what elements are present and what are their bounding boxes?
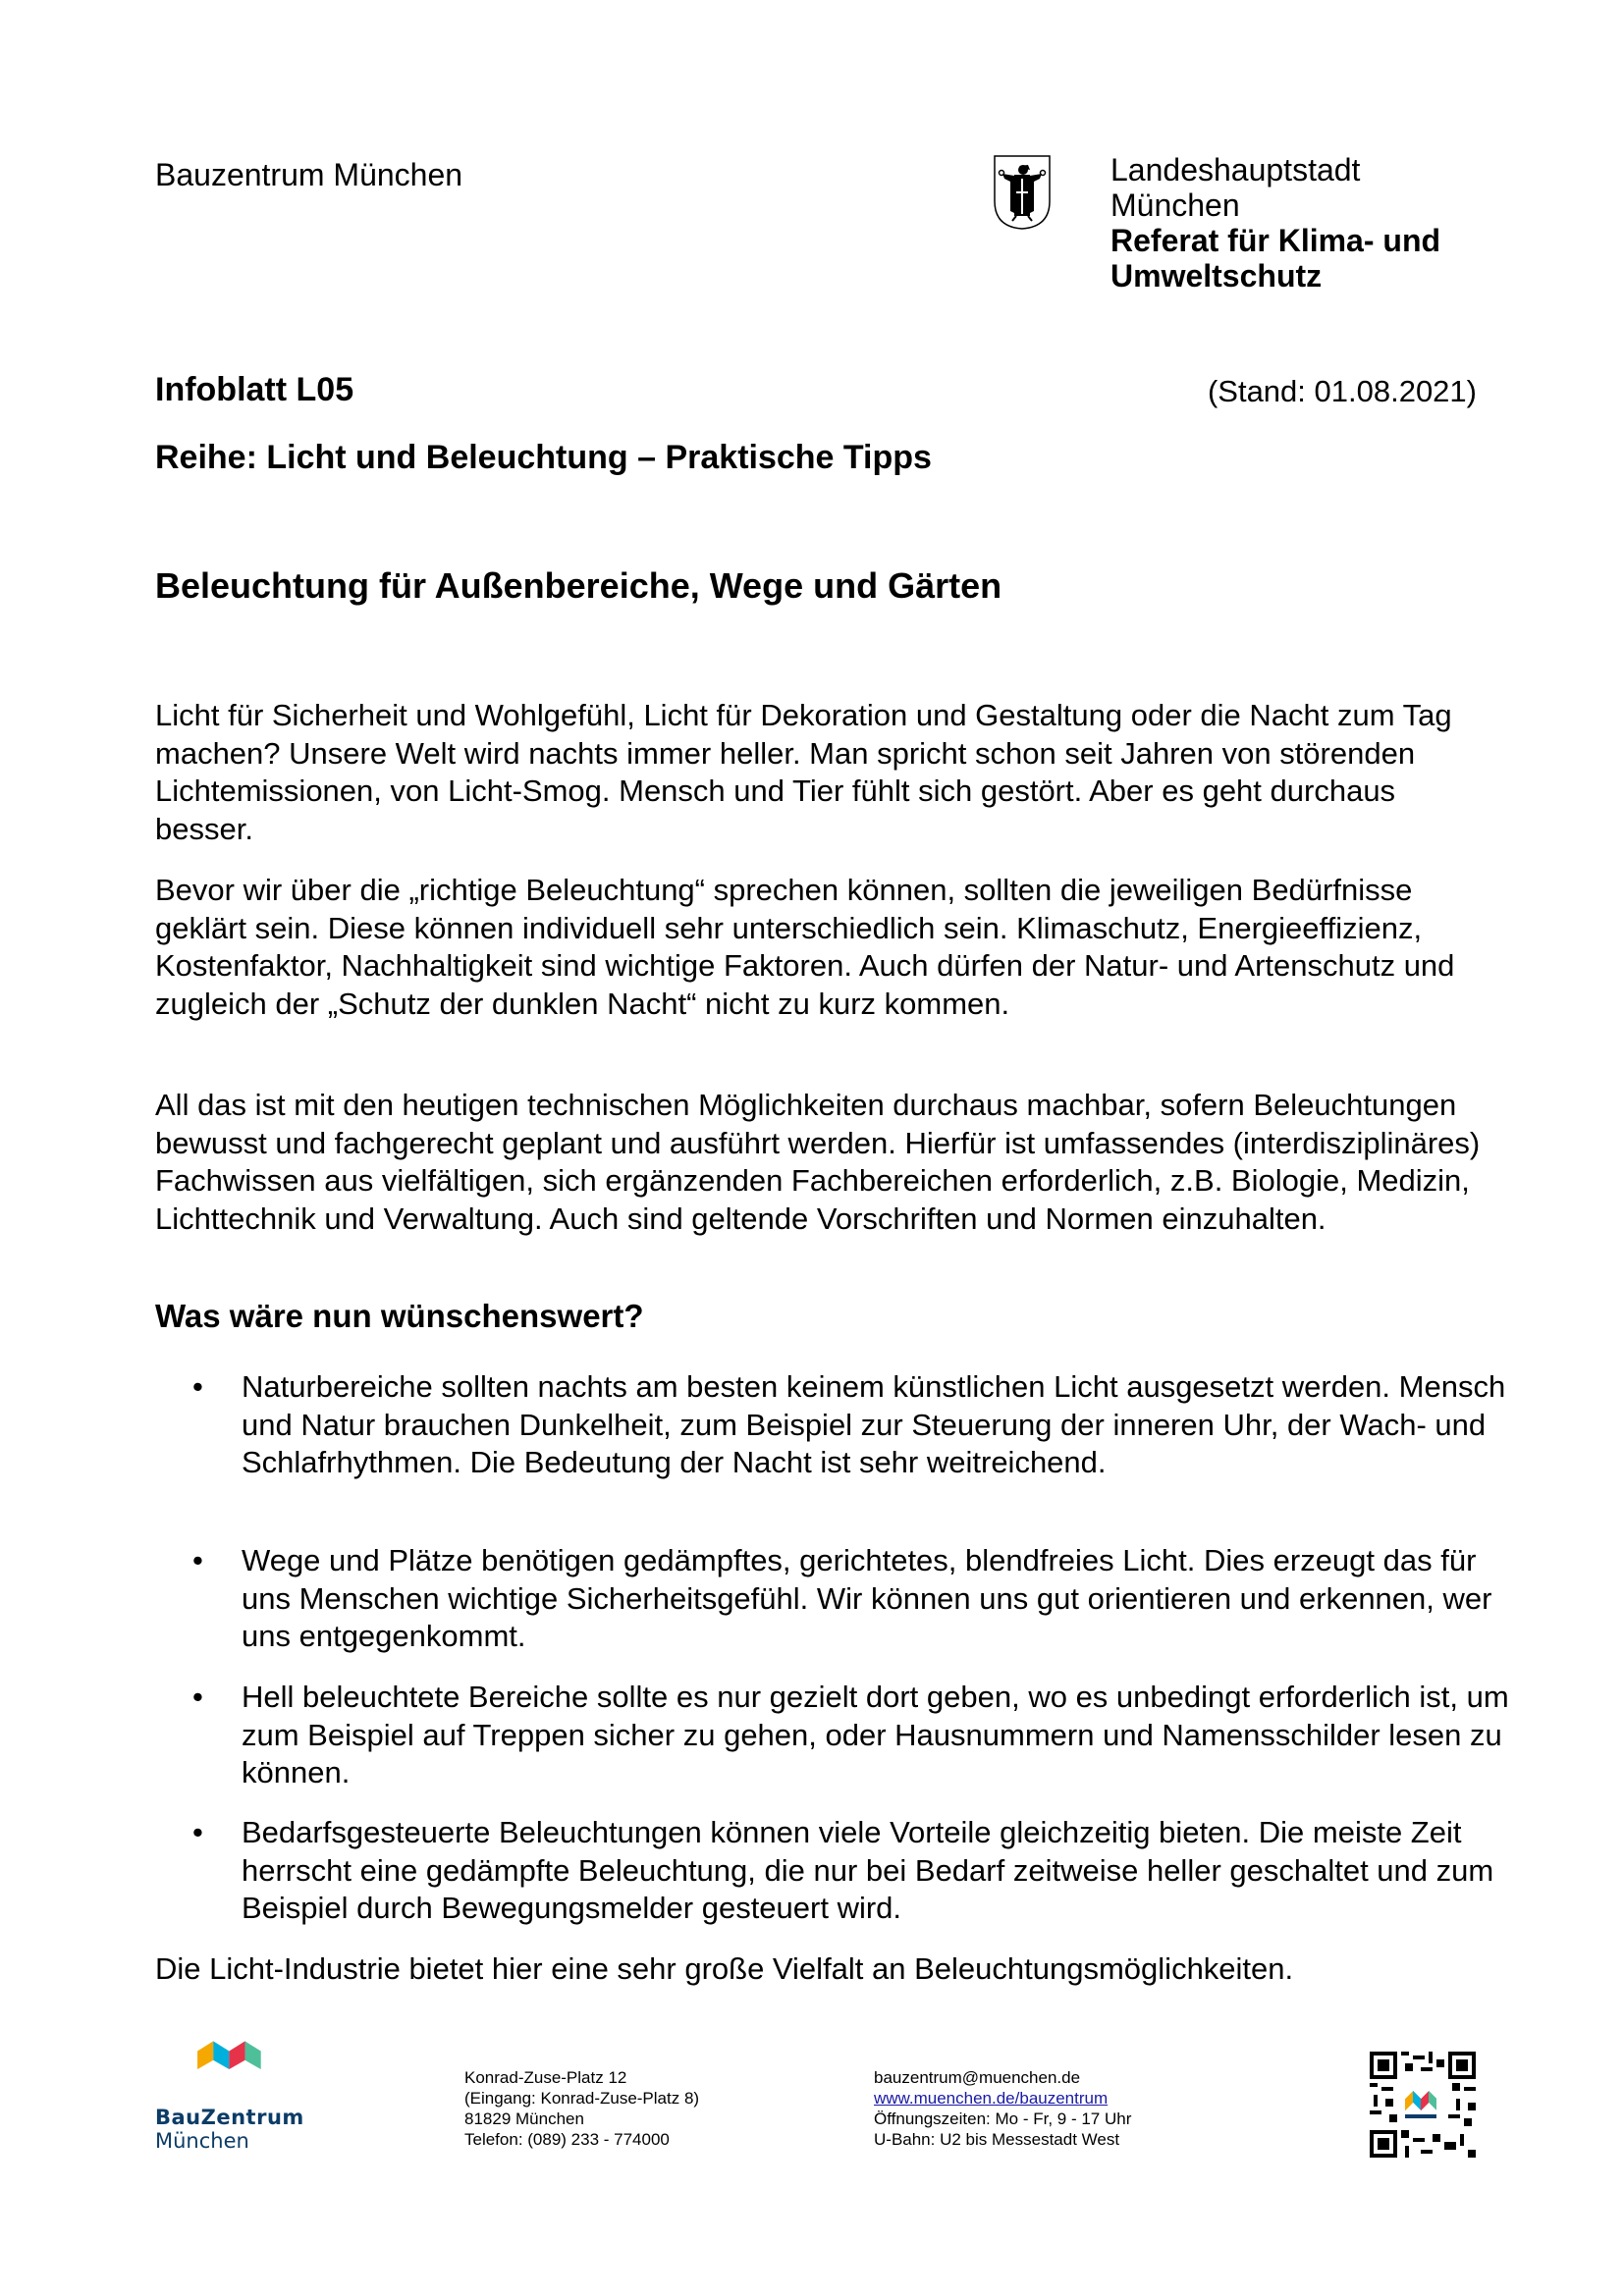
logo-line-2: München <box>155 2129 249 2153</box>
address-phone: Telefon: (089) 233 - 774000 <box>464 2130 670 2149</box>
footer-address <box>464 2067 699 2150</box>
closing-paragraph: Die Licht-Industrie bietet hier eine sehr große Vielfalt an Beleuchtungsmöglichkeiten. <box>155 1951 1294 1986</box>
subheading: Was wäre nun wünschenswert? <box>155 1298 644 1334</box>
org-right-line-4: Umweltschutz <box>1110 258 1323 294</box>
series-title: Reihe: Licht und Beleuchtung – Praktische Tipps <box>155 439 932 476</box>
contact-email[interactable]: bauzentrum@muenchen.de <box>874 2068 1081 2087</box>
paragraph-3: All das ist mit den heutigen technischen Möglichkeiten durchaus machbar, sofern Beleuchtungen bewusst und fachgerecht geplant und ausführt werden. Hierfür ist umfassendes (interdisziplinäres) Fachwissen aus vielfältigen, sich ergänzenden Fachbereichen erforderlich, z.B. Biologie, Medizin, Lichttechnik und Verwaltung. Auch sind geltende Vorschriften und Normen einzuhalten. <box>155 1088 1481 1237</box>
bullet-icon: • <box>192 1543 203 1577</box>
address-entrance: (Eingang: Konrad-Zuse-Platz 8) <box>464 2089 700 2108</box>
logo-line-1: BauZentrum <box>155 2106 304 2129</box>
org-name-left: Bauzentrum München <box>155 157 463 192</box>
bullet-icon: • <box>192 1369 203 1404</box>
paragraph-1: Licht für Sicherheit und Wohlgefühl, Licht für Dekoration und Gestaltung oder die Nacht zum Tag machen? Unsere Welt wird nachts immer heller. Man spricht schon seit Jahren von störenden Lichtemissionen, von Licht-Smog. Mensch und Tier fühlt sich gestört. Aber es geht durchaus besser. <box>155 698 1452 847</box>
org-name-right <box>1110 152 1440 294</box>
infoblatt-id: Infoblatt L05 <box>155 371 354 408</box>
bauzentrum-logo-text <box>155 2106 304 2153</box>
opening-hours: Öffnungszeiten: Mo - Fr, 9 - 17 Uhr <box>874 2109 1132 2128</box>
list-item-text: Wege und Plätze benötigen gedämpftes, gerichtetes, blendfreies Licht. Dies erzeugt das für uns Menschen wichtige Sicherheitsgefühl. Wir können uns gut orientieren und erkennen, wer uns entgegenkommt. <box>242 1543 1492 1654</box>
website-link[interactable]: www.muenchen.de/bauzentrum <box>874 2089 1109 2108</box>
org-right-line-3: Referat für Klima- und <box>1110 223 1441 258</box>
paragraph-2: Bevor wir über die „richtige Beleuchtung“ sprechen können, sollten die jeweiligen Bedürfnisse geklärt sein. Diese können individuell sehr unterschiedlich sein. Klimaschutz, Energieeffizienz, Kostenfaktor, Nachhaltigkeit sind wichtige Faktoren. Auch dürfen der Natur- und Artenschutz und zugleich der „Schutz der dunklen Nacht“ nicht zu kurz kommen. <box>155 873 1455 1022</box>
org-right-line-2: München <box>1110 187 1240 223</box>
qr-code-icon <box>1370 2052 1476 2158</box>
page-title: Beleuchtung für Außenbereiche, Wege und Gärten <box>155 565 1002 606</box>
org-right-line-1: Landeshauptstadt <box>1110 152 1361 187</box>
list-item-text: Bedarfsgesteuerte Beleuchtungen können viele Vorteile gleichzeitig bieten. Die meiste Zeit herrscht eine gedämpfte Beleuchtung, die nur bei Bedarf zeitweise heller geschaltet und zum Beispiel durch Bewegungsmelder gesteuert wird. <box>242 1815 1494 1926</box>
bauzentrum-logo-icon <box>155 2040 312 2099</box>
address-city: 81829 München <box>464 2109 584 2128</box>
footer-contact <box>874 2067 1131 2150</box>
address-street: Konrad-Zuse-Platz 12 <box>464 2068 627 2087</box>
list-item-text: Naturbereiche sollten nachts am besten keinem künstlichen Licht ausgesetzt werden. Mensch und Natur brauchen Dunkelheit, zum Beispiel zur Steuerung der inneren Uhr, der Wach- und Schlafrhythmen. Die Bedeutung der Nacht ist sehr weitreichend. <box>242 1369 1506 1480</box>
bullet-icon: • <box>192 1680 203 1714</box>
munich-coat-of-arms-icon <box>993 154 1052 231</box>
list-item-text: Hell beleuchtete Bereiche sollte es nur gezielt dort geben, wo es unbedingt erforderlich ist, um zum Beispiel auf Treppen sicher zu gehen, oder Hausnummern und Namensschilder lesen zu können. <box>242 1680 1509 1790</box>
transit-info: U-Bahn: U2 bis Messestadt West <box>874 2130 1120 2149</box>
bullet-icon: • <box>192 1815 203 1849</box>
stand-date: (Stand: 01.08.2021) <box>1207 374 1477 408</box>
